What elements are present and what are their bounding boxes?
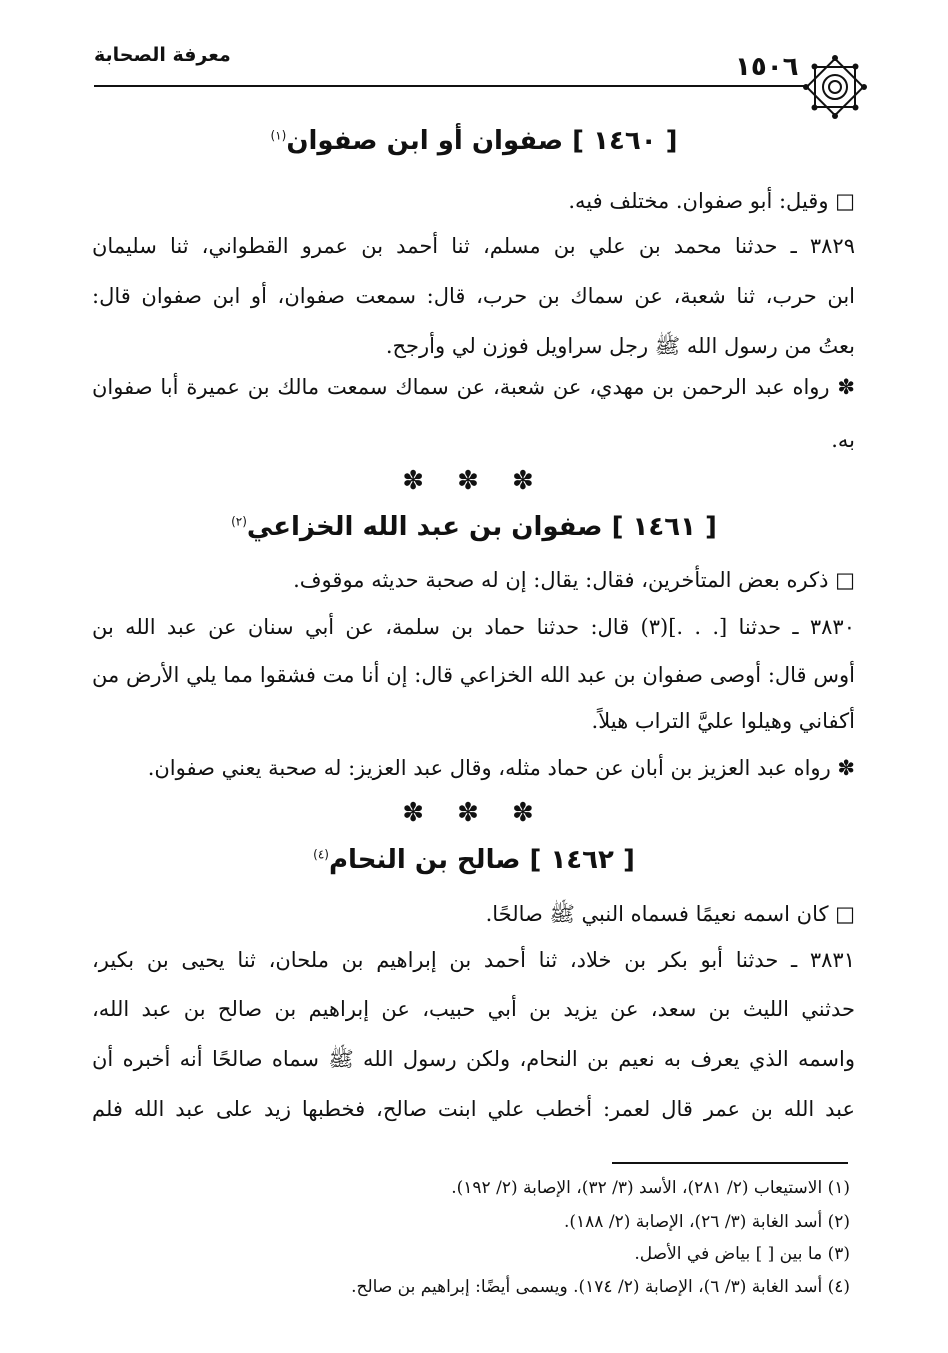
hadith-line: ٣٨٢٩ ـ حدثنا محمد بن علي بن مسلم، ثنا أحمد بن عمرو القطواني، ثنا سليمان [92, 234, 855, 258]
footnote: (٢) أسد الغابة (٣/ ٢٦)، الإصابة (٢/ ١٨٨). [563, 1212, 850, 1232]
heading-text: [ ١٤٦١ ] صفوان بن عبد الله الخزاعي [246, 512, 717, 542]
entry-intro: □ ذكره بعض المتأخرين، فقال: يقال: إن له صحبة حديثه موقوف. [293, 568, 855, 592]
hadith-line: أكفاني وهيلوا عليَّ التراب هيلاً. [591, 709, 855, 733]
hadith-line: حدثني الليث بن سعد، عن يزيد بن أبي حبيب، عن إبراهيم بن صالح بن عبد الله، [92, 997, 855, 1021]
octagram-ornament-icon [802, 54, 868, 120]
footnote-rule [612, 1162, 848, 1164]
footnote: (١) الاستيعاب (٢/ ٢٨١)، الأسد (٣/ ٣٢)، الإصابة (٢/ ١٩٢). [451, 1178, 850, 1198]
heading-text: [ ١٤٦٠ ] صفوان أو ابن صفوان [286, 126, 678, 156]
footnote: (٤) أسد الغابة (٣/ ٦)، الإصابة (٢/ ١٧٤). ويسمى أيضًا: إبراهيم بن صالح. [351, 1277, 850, 1297]
hadith-line: عبد الله بن عمر قال لعمر: أخطب علي ابنت صالح، فخطبها زيد على عبد الله فلم [92, 1097, 855, 1121]
footnote-ref: (٤) [313, 847, 329, 862]
hadith-line: ابن حرب، ثنا شعبة، عن سماك بن حرب، قال: سمعت صفوان، أو ابن صفوان قال: [92, 284, 855, 308]
hadith-line: ٣٨٣٠ ـ حدثنا [. . .](٣) قال: حدثنا حماد بن سلمة، عن أبي سنان عن عبد الله بن [92, 615, 855, 639]
entry-heading-1460 [94, 126, 854, 156]
footnote-ref: (١) [270, 128, 287, 143]
riwaya-line: ✽ رواه عبد الرحمن بن مهدي، عن شعبة، عن سماك سمعت مالك بن عميرة أبا صفوان [92, 375, 855, 399]
hadith-line: بعتُ من رسول الله ﷺ رجل سراويل فوزن لي وأرجح. [385, 334, 855, 358]
section-separator: ✽ ✽ ✽ [402, 798, 546, 828]
section-separator: ✽ ✽ ✽ [402, 466, 546, 496]
footnote-ref: (٢) [231, 514, 247, 529]
entry-intro: □ كان اسمه نعيمًا فسماه النبي ﷺ صالحًا. [485, 902, 855, 926]
page-number: ١٥٠٦ [735, 52, 799, 82]
hadith-line: أوس قال: أوصى صفوان بن عبد الله الخزاعي قال: إن أنا مت فشقوا مما يلي الأرض من [92, 663, 855, 687]
entry-intro: □ وقيل: أبو صفوان. مختلف فيه. [568, 189, 855, 213]
riwaya-line: به. [831, 428, 855, 452]
riwaya-line: ✽ رواه عبد العزيز بن أبان عن حماد مثله، وقال عبد العزيز: له صحبة يعني صفوان. [147, 756, 855, 780]
running-header-title: معرفة الصحابة [94, 44, 231, 66]
hadith-line: واسمه الذي يعرف به نعيم بن النحام، ولكن رسول الله ﷺ سماه صالحًا أنه أخبره أن [92, 1047, 855, 1071]
hadith-line: ٣٨٣١ ـ حدثنا أبو بكر بن خلاد، ثنا أحمد بن إبراهيم بن ملحان، ثنا يحيى بن بكير، [92, 948, 855, 972]
heading-text: [ ١٤٦٢ ] صالح بن النحام [328, 845, 635, 875]
header-rule [94, 85, 806, 87]
entry-heading-1461 [94, 512, 854, 542]
footnote: (٣) ما بين [ ] بياض في الأصل. [634, 1244, 850, 1264]
entry-heading-1462 [94, 845, 854, 875]
